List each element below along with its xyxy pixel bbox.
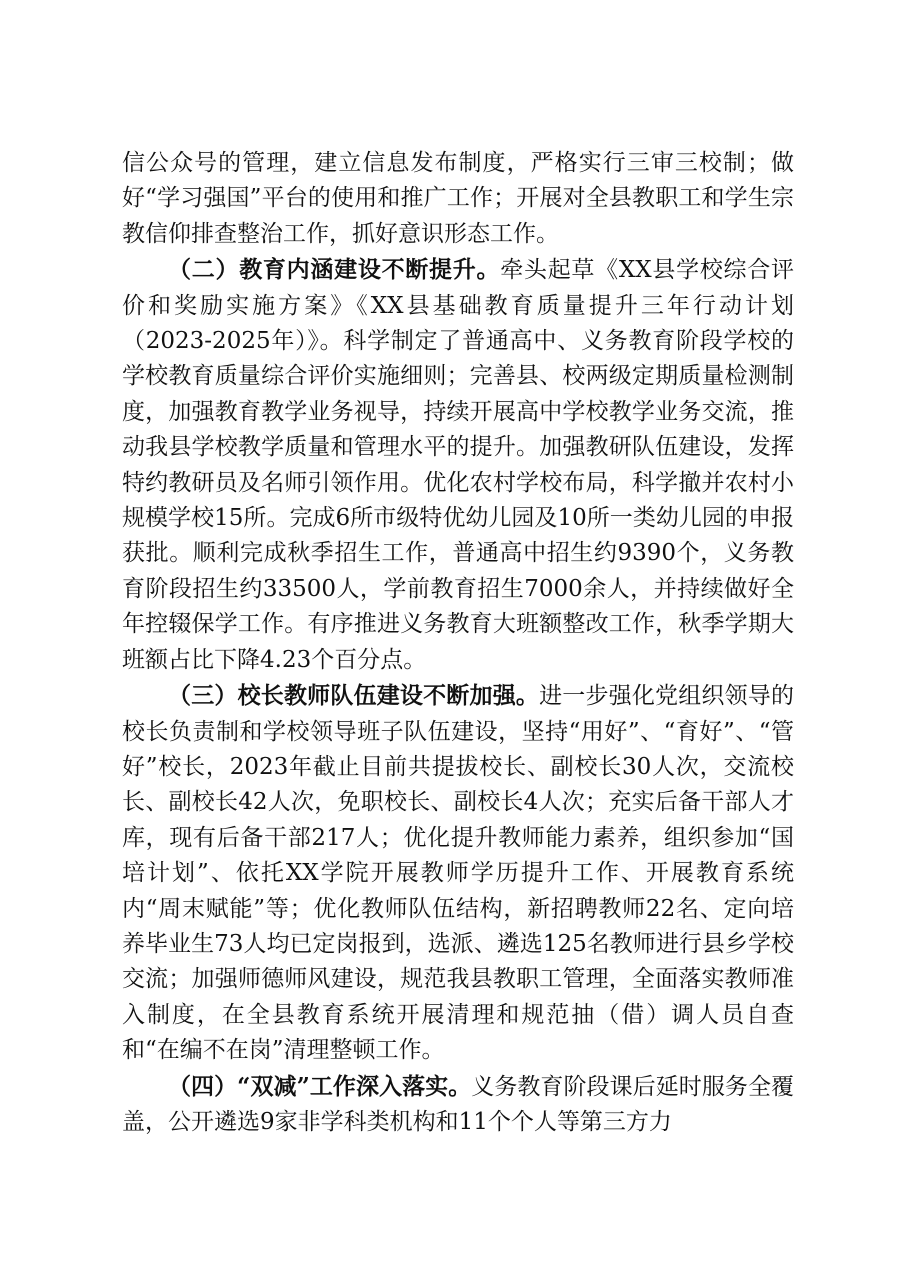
section-heading: （二）教育内涵建设不断提升。: [168, 256, 501, 284]
paragraph-teacher-team: [122, 678, 794, 1068]
paragraph-continuation: [122, 146, 794, 252]
paragraph-double-reduction: [122, 1069, 794, 1141]
paragraph-text: 进一步强化党组织领导的校长负责制和学校领导班子队伍建设，坚持“用好”、“育好”、“管好”校长，2023年截止目前共提拔校长、副校长30人次，交流校长、副校长42人次，免职校长、副校长4人次；充实后备干部人才库，现有后备干部217人；优化提升教师能力素养，组织参加“国培计划”、依托XX学院开展教师学历提升工作、开展教育系统内“周末赋能”等；优化教师队伍结构，新招聘教师22名、定向培养毕业生73人均已定岗报到，选派、遴选125名教师进行县乡学校交流；加强师德师风建设，规范我县教职工管理，全面落实教师准入制度，在全县教育系统开展清理和规范抽（借）调人员自查和“在编不在岗”清理整顿工作。: [122, 683, 795, 1064]
document-body: [122, 146, 794, 1140]
section-heading: （三）校长教师队伍建设不断加强。: [168, 682, 540, 710]
section-heading: （四）“双减”工作深入落实。: [168, 1072, 472, 1100]
paragraph-text: 义务教育阶段课后延时服务全覆盖，公开遴选9家非学科类机构和11个个人等第三方力: [122, 1073, 795, 1135]
paragraph-text: 信公众号的管理，建立信息发布制度，严格实行三审三校制；做好“学习强国”平台的使用和推广工作；开展对全县教职工和学生宗教信仰排查整治工作，抓好意识形态工作。: [122, 150, 794, 247]
paragraph-text: 牵头起草《XX县学校综合评价和奖励实施方案》《XX县基础教育质量提升三年行动计划（2023-2025年）》。科学制定了普通高中、义务教育阶段学校的学校教育质量综合评价实施细则；完善县、校两级定期质量检测制度，加强教育教学业务视导，持续开展高中学校教学业务交流，推动我县学校教学质量和管理水平的提升。加强教研队伍建设，发挥特约教研员及名师引领作用。优化农村学校布局，科学撤并农村小规模学校15所。完成6所市级特优幼儿园及10所一类幼儿园的申报获批。顺利完成秋季招生工作，普通高中招生约9390个，义务教育阶段招生约33500人，学前教育招生7000余人，并持续做好全年控辍保学工作。有序推进义务教育大班额整改工作，秋季学期大班额占比下降4.23个百分点。: [122, 257, 795, 673]
paragraph-education-connotation: [122, 252, 794, 678]
